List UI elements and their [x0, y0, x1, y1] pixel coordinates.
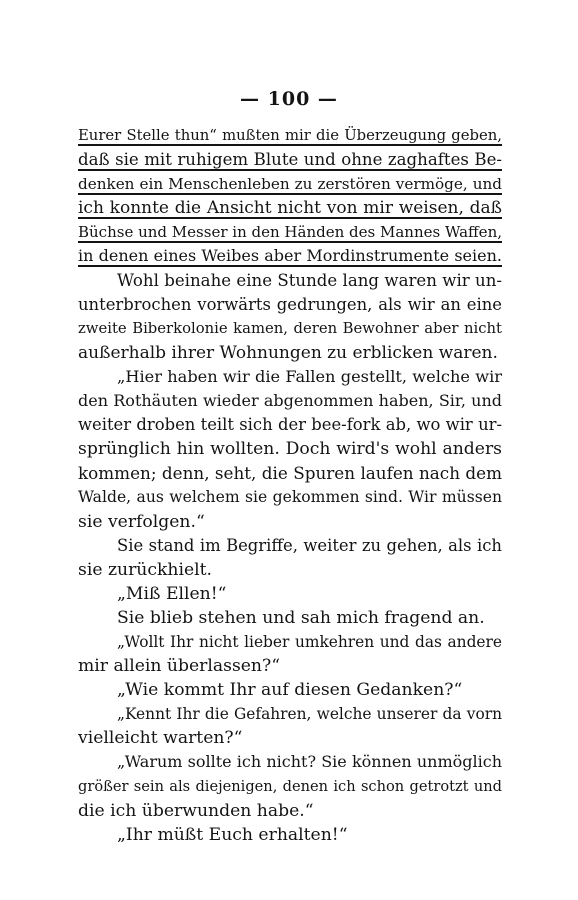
text-line: „Wie kommt Ihr auf diesen Gedanken?“ — [117, 680, 463, 701]
text-line: außerhalb ihrer Wohnungen zu erblicken waren. — [78, 342, 498, 363]
text-line: „Wollt Ihr nicht lieber umkehren und das andere — [117, 632, 502, 651]
text-line: Walde, aus welchem sie gekommen sind. Wir müssen — [78, 488, 502, 507]
text-line: „Miß Ellen!“ — [117, 583, 227, 604]
text-line: die ich überwunden habe.“ — [78, 800, 314, 821]
text-line: größer sein als diejenigen, denen ich schon getrotzt und — [78, 777, 502, 795]
body-text — [78, 124, 502, 847]
text-line-underlined: Eurer Stelle thun“ mußten mir die Überzeugung geben, — [78, 127, 502, 144]
text-line: Wohl beinahe eine Stunde lang waren wir un- — [117, 270, 502, 290]
text-line: „Ihr müßt Euch erhalten!“ — [117, 824, 348, 845]
text-line: kommen; denn, seht, die Spuren laufen nach dem — [78, 463, 502, 484]
page-number: — 100 — — [240, 88, 338, 110]
text-line-underlined: ich konnte die Ansicht nicht von mir weisen, daß — [78, 198, 502, 219]
text-line: weiter droben teilt sich der bee-fork ab, wo wir ur- — [78, 415, 502, 435]
text-line: Sie stand im Begriffe, weiter zu gehen, als ich — [117, 535, 502, 555]
text-line: sie zurückhielt. — [78, 559, 213, 580]
text-line: „Warum sollte ich nicht? Sie können unmöglich — [117, 752, 502, 772]
text-line: zweite Biberkolonie kamen, deren Bewohner aber nicht — [78, 319, 502, 337]
text-line-underlined: daß sie mit ruhigem Blute und ohne zaghaftes Be- — [78, 150, 502, 170]
text-line: sprünglich hin wollten. Doch wird's wohl anders — [78, 439, 502, 460]
text-line-underlined: in denen eines Weibes aber Mordinstrumente seien. — [78, 246, 502, 266]
text-line: „Hier haben wir die Fallen gestellt, welche wir — [117, 366, 502, 386]
text-line: „Kennt Ihr die Gefahren, welche unserer da vorn — [117, 705, 502, 724]
text-line: mir allein überlassen?“ — [78, 656, 281, 677]
text-line: Sie blieb stehen und sah mich fragend an. — [117, 607, 485, 628]
text-line-underlined: denken ein Menschenleben zu zerstören vermöge, und — [78, 175, 502, 194]
text-line: sie verfolgen.“ — [78, 511, 205, 532]
text-line: vielleicht warten?“ — [78, 728, 243, 749]
text-line-underlined: Büchse und Messer in den Händen des Mannes Waffen, — [78, 223, 502, 242]
text-line: unterbrochen vorwärts gedrungen, als wir an eine — [78, 294, 502, 314]
text-line: den Rothäuten wieder abgenommen haben, Sir, und — [78, 391, 502, 411]
